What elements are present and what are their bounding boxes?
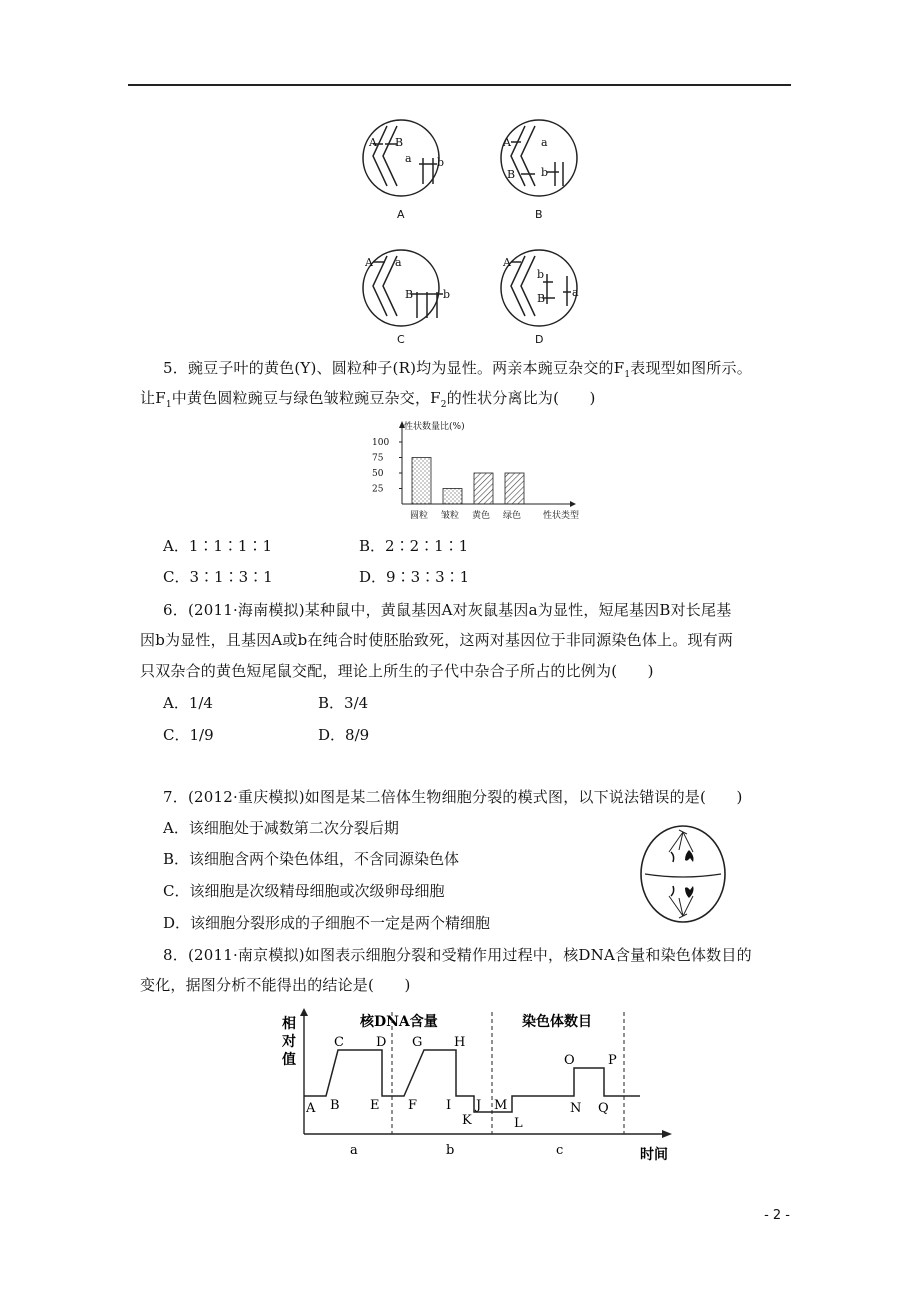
chart-y-tick: 75 <box>372 453 384 464</box>
cell-label-a: A <box>397 208 405 221</box>
q6-stem-line1: 6．(2011·海南模拟)某种鼠中，黄鼠基因A对灰鼠基因a为显性，短尾基因B对长尾基 <box>163 601 732 619</box>
q8-point-label: N <box>570 1101 582 1116</box>
q8-point-label: D <box>376 1035 387 1050</box>
q8-point-label: E <box>370 1098 380 1113</box>
q8-point-label: A <box>306 1101 316 1116</box>
q7-option-b[interactable]: B．该细胞含两个染色体组，不含同源染色体 <box>163 850 460 868</box>
q8-ylabel-char: 对 <box>282 1034 296 1050</box>
q7-stem: 7．(2012·重庆模拟)如图是某二倍体生物细胞分裂的模式图，以下说法错误的是( ) <box>163 788 743 806</box>
chart-bar-2 <box>443 489 462 505</box>
q8-point-label: J <box>476 1098 482 1113</box>
header-rule <box>128 84 791 86</box>
q4-cells-figure <box>355 112 595 348</box>
q5-option-b[interactable]: B．2∶2∶1∶1 <box>359 537 469 555</box>
q7-cell-diagram <box>635 822 731 926</box>
cell-d-allele: B <box>537 292 546 305</box>
q8-segment-label: a <box>350 1143 358 1158</box>
q5-option-c[interactable]: C．3∶1∶3∶1 <box>163 568 273 586</box>
chart-title: 性状数量比(%) <box>404 422 465 432</box>
cell-c-allele: A <box>365 256 373 269</box>
q7-option-d[interactable]: D．该细胞分裂形成的子细胞不一定是两个精细胞 <box>163 914 491 932</box>
cell-label-d: D <box>535 333 544 346</box>
q8-title-chrom: 染色体数目 <box>522 1014 592 1030</box>
chart-y-tick: 100 <box>372 438 390 448</box>
q8-point-label: P <box>608 1053 617 1068</box>
q6-option-a[interactable]: A．1/4 <box>163 694 213 712</box>
chart-y-tick: 25 <box>372 484 384 495</box>
q6-option-c[interactable]: C．1/9 <box>163 726 214 744</box>
cell-label-b: B <box>535 208 543 221</box>
q8-point-label: L <box>514 1116 523 1131</box>
q8-point-label: K <box>462 1113 472 1128</box>
q6-stem-line2: 因b为显性，且基因A或b在纯合时使胚胎致死，这两对基因位于非同源染色体上。现有两 <box>140 631 734 649</box>
q8-point-label: O <box>564 1053 575 1068</box>
cell-d-allele: a <box>572 286 579 299</box>
q8-xlabel: 时间 <box>640 1147 668 1163</box>
cell-d-allele: A <box>503 256 511 269</box>
cell-b-allele: b <box>541 166 549 179</box>
q8-dna-chromosome-graph <box>278 1006 678 1168</box>
q8-stem-line2: 变化，据图分析不能得出的结论是( ) <box>140 976 411 994</box>
q8-point-label: G <box>412 1035 423 1050</box>
cell-b-allele: B <box>507 168 516 181</box>
q5-option-a[interactable]: A．1∶1∶1∶1 <box>163 537 273 555</box>
cell-c-allele: a <box>395 256 402 269</box>
q8-point-label: B <box>330 1098 340 1113</box>
cell-a-allele: a <box>405 152 412 165</box>
q8-point-label: Q <box>598 1101 609 1116</box>
q8-stem-line1: 8．(2011·南京模拟)如图表示细胞分裂和受精作用过程中，核DNA含量和染色体数目的 <box>163 946 752 964</box>
chart-bar-4 <box>505 473 524 504</box>
page-number: - 2 - <box>764 1208 790 1223</box>
chart-bar-1 <box>412 458 431 505</box>
cell-a-allele: B <box>395 136 404 149</box>
q8-ylabel-char: 值 <box>282 1052 296 1068</box>
q5-stem-line1: 5．豌豆子叶的黄色(Y)、圆粒种子(R)均为显性。两亲本豌豆杂交的$F_1$表现型如图所示。 <box>163 359 752 380</box>
cell-label-c: C <box>397 333 405 346</box>
q7-option-c[interactable]: C．该细胞是次级精母细胞或次级卵母细胞 <box>163 882 445 900</box>
q5-option-d[interactable]: D．9∶3∶3∶1 <box>359 568 470 586</box>
chart-y-tick: 50 <box>372 469 384 479</box>
q5-bar-chart <box>360 418 585 526</box>
q8-point-label: H <box>454 1035 466 1050</box>
cell-a-allele: A <box>369 136 377 149</box>
cell-d-allele: b <box>537 268 545 281</box>
q6-option-b[interactable]: B．3/4 <box>318 694 369 712</box>
q8-ylabel-char: 相 <box>282 1016 296 1032</box>
chart-x-label: 性状类型 <box>543 511 580 521</box>
q8-point-label: C <box>334 1035 344 1050</box>
q8-point-label: M <box>494 1098 508 1113</box>
chart-x-tick: 黄色 <box>472 511 491 521</box>
cell-b-allele: a <box>541 136 548 149</box>
q5-stem-line2: 让$F_1$中黄色圆粒豌豆与绿色皱粒豌豆杂交，$F_2$的性状分离比为( ) <box>140 389 596 410</box>
chart-x-tick: 皱粒 <box>441 511 460 521</box>
q8-segment-label: c <box>556 1143 564 1158</box>
chart-x-tick: 绿色 <box>503 511 522 521</box>
q8-point-label: I <box>446 1098 452 1113</box>
chart-bar-3 <box>474 473 493 504</box>
cell-b-allele: A <box>503 136 511 149</box>
cell-c-allele: b <box>443 288 451 301</box>
q6-option-d[interactable]: D．8/9 <box>318 726 370 744</box>
q8-segment-label: b <box>446 1143 455 1158</box>
q8-point-label: F <box>408 1098 418 1113</box>
cell-c-allele: B <box>405 288 414 301</box>
chart-x-tick: 圆粒 <box>410 511 429 521</box>
cell-a-allele: b <box>437 156 445 169</box>
q6-stem-line3: 只双杂合的黄色短尾鼠交配，理论上所生的子代中杂合子所占的比例为( ) <box>140 662 654 680</box>
q8-title-dna: 核DNA含量 <box>360 1014 438 1030</box>
q7-option-a[interactable]: A．该细胞处于减数第二次分裂后期 <box>163 819 399 837</box>
